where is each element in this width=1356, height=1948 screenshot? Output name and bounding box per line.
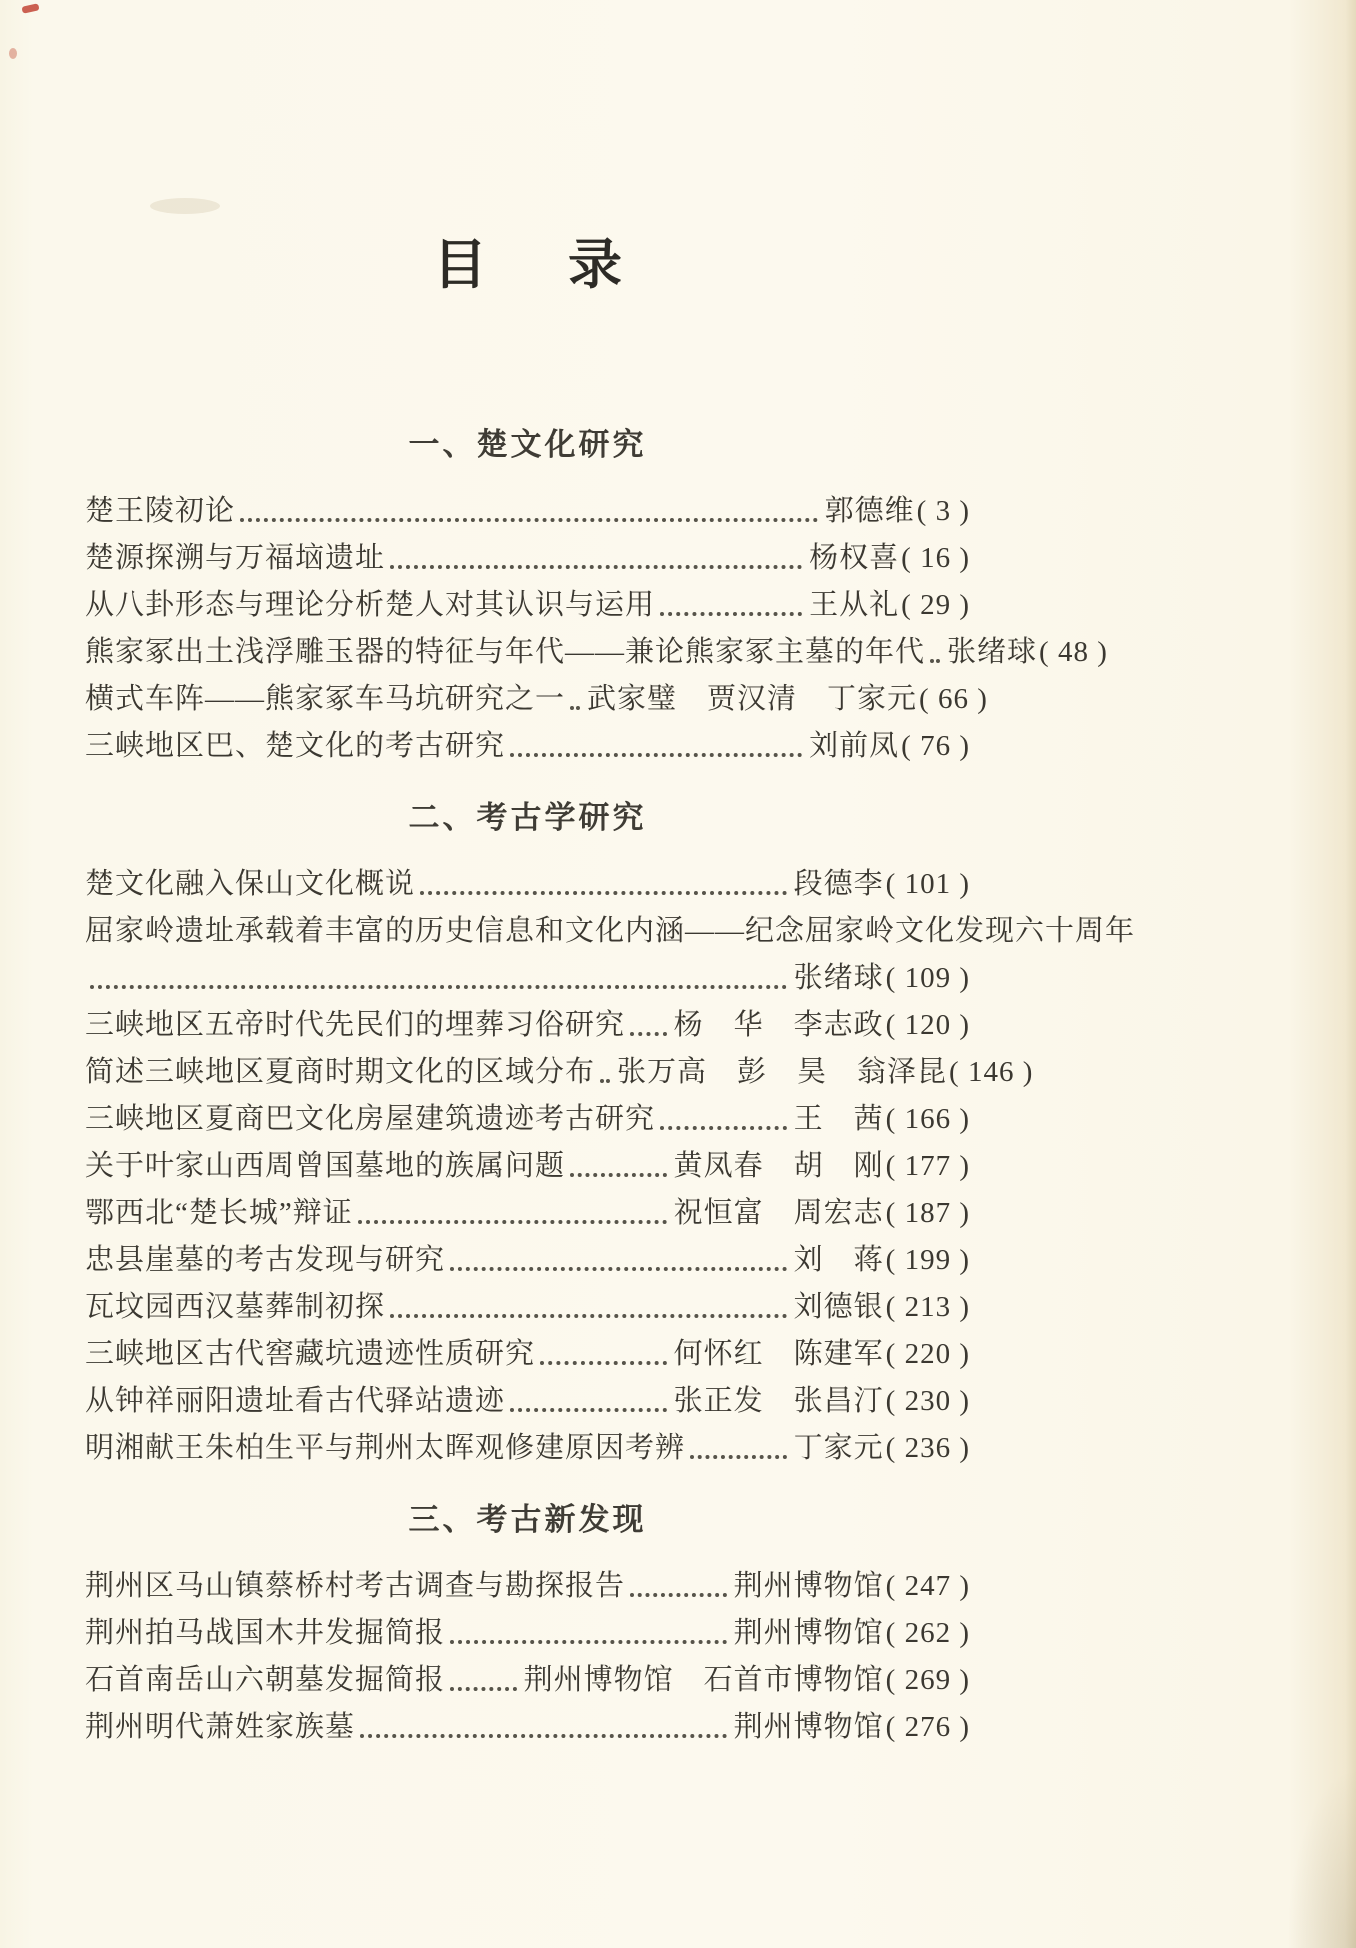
section-heading: 三、考古新发现 xyxy=(408,1502,647,1537)
page-title: 目 录 xyxy=(433,235,636,295)
entry-tail xyxy=(809,723,970,770)
entry-authors: 王 茜 xyxy=(793,1103,884,1135)
scan-artifact-red-dot xyxy=(9,48,17,59)
entry-page-number: ( 66 ) xyxy=(919,683,988,715)
entry-title: 瓦坟园西汉墓葬制初探 xyxy=(85,1291,386,1323)
entry-title: 鄂西北“楚长城”辩证 xyxy=(85,1197,353,1229)
entry-authors: 王从礼 xyxy=(809,589,900,621)
entry-authors: 黄凤春 胡 刚 xyxy=(673,1150,884,1182)
entry-authors: 荆州博物馆 xyxy=(733,1570,884,1602)
entry-authors: 杨 华 李志政 xyxy=(673,1009,884,1041)
dot-leader xyxy=(630,1593,727,1597)
toc-entry xyxy=(85,1425,970,1472)
entry-tail xyxy=(734,1563,970,1610)
dot-leader xyxy=(930,659,940,663)
entry-title: 横式车阵——熊家冢车马坑研究之一 xyxy=(85,683,566,715)
entry-tail xyxy=(587,676,988,723)
entry-tail xyxy=(794,1237,970,1284)
toc-entry xyxy=(85,723,970,770)
entry-authors: 郭德维 xyxy=(824,495,915,527)
toc-entry xyxy=(85,1237,970,1284)
entry-authors: 刘德银 xyxy=(793,1291,884,1323)
entry-authors: 丁家元 xyxy=(793,1432,884,1464)
dot-leader xyxy=(630,1032,667,1036)
entry-page-number: ( 120 ) xyxy=(885,1009,970,1041)
entry-title: 楚源探溯与万福垴遗址 xyxy=(85,542,386,574)
entry-page-number: ( 262 ) xyxy=(885,1617,970,1649)
toc-entry xyxy=(85,535,970,582)
entry-title: 三峡地区五帝时代先民们的埋葬习俗研究 xyxy=(85,1009,626,1041)
entry-page-number: ( 276 ) xyxy=(885,1711,970,1743)
toc-entry xyxy=(85,1657,970,1704)
entry-title: 熊家冢出土浅浮雕玉器的特征与年代——兼论熊家冢主墓的年代 xyxy=(85,636,926,668)
entry-title: 屈家岭遗址承载着丰富的历史信息和文化内涵——纪念屈家岭文化发现六十周年 xyxy=(85,915,1136,947)
toc-entry xyxy=(85,861,970,908)
dot-leader xyxy=(90,985,787,989)
entry-title: 石首南岳山六朝墓发掘简报 xyxy=(85,1664,446,1696)
entry-authors: 何怀红 陈建军 xyxy=(673,1338,884,1370)
dot-leader xyxy=(600,1079,610,1083)
entry-title: 三峡地区夏商巴文化房屋建筑遗迹考古研究 xyxy=(85,1103,656,1135)
entry-page-number: ( 220 ) xyxy=(885,1338,970,1370)
entry-page-number: ( 146 ) xyxy=(949,1056,1034,1088)
dot-leader xyxy=(420,891,787,895)
entry-authors: 刘前凤 xyxy=(809,730,900,762)
toc-entry xyxy=(85,1563,970,1610)
entry-page-number: ( 269 ) xyxy=(885,1664,970,1696)
dot-leader xyxy=(660,612,802,616)
toc-section xyxy=(85,419,1108,770)
toc-section xyxy=(85,792,1136,1472)
dot-leader xyxy=(540,1361,667,1365)
entry-tail xyxy=(794,1425,970,1472)
entry-page-number: ( 109 ) xyxy=(885,962,970,994)
dot-leader xyxy=(240,518,818,522)
toc-content xyxy=(85,0,1136,1751)
entry-title: 关于叶家山西周曾国墓地的族属问题 xyxy=(85,1150,566,1182)
entry-title: 明湘献王朱柏生平与荆州太晖观修建原因考辨 xyxy=(85,1432,686,1464)
entry-tail xyxy=(674,1002,970,1049)
entry-title: 从八卦形态与理论分析楚人对其认识与运用 xyxy=(85,589,656,621)
toc-entry xyxy=(85,629,1108,676)
entry-tail xyxy=(794,1096,970,1143)
entry-page-number: ( 187 ) xyxy=(885,1197,970,1229)
section-heading: 一、楚文化研究 xyxy=(408,427,647,462)
entry-tail xyxy=(617,1049,1033,1096)
dot-leader xyxy=(358,1220,667,1224)
toc-entry xyxy=(85,582,970,629)
toc-entry-continuation-line xyxy=(85,955,970,1002)
entry-page-number: ( 236 ) xyxy=(885,1432,970,1464)
entry-tail xyxy=(674,1143,970,1190)
entry-page-number: ( 166 ) xyxy=(885,1103,970,1135)
entry-page-number: ( 101 ) xyxy=(885,868,970,900)
entry-authors: 张正发 张昌汀 xyxy=(673,1385,884,1417)
toc-entry xyxy=(85,1704,970,1751)
dot-leader xyxy=(390,565,802,569)
dot-leader xyxy=(510,1408,667,1412)
entry-page-number: ( 247 ) xyxy=(885,1570,970,1602)
dot-leader xyxy=(690,1455,787,1459)
entry-page-number: ( 177 ) xyxy=(885,1150,970,1182)
entry-title: 三峡地区古代窖藏坑遗迹性质研究 xyxy=(85,1338,536,1370)
entry-authors: 杨权喜 xyxy=(809,542,900,574)
entry-tail xyxy=(734,1704,970,1751)
entry-page-number: ( 213 ) xyxy=(885,1291,970,1323)
toc-entry xyxy=(85,1331,970,1378)
entry-title: 从钟祥丽阳遗址看古代驿站遗迹 xyxy=(85,1385,506,1417)
entry-title: 简述三峡地区夏商时期文化的区域分布 xyxy=(85,1056,596,1088)
entry-tail xyxy=(794,1284,970,1331)
dot-leader xyxy=(450,1640,727,1644)
toc-entry xyxy=(85,488,970,535)
scan-artifact-red-mark xyxy=(21,3,39,13)
entry-authors: 武家璧 贾汉清 丁家元 xyxy=(587,683,918,715)
toc-entry-title-line xyxy=(85,908,1136,955)
toc-entry xyxy=(85,1284,970,1331)
entry-tail xyxy=(674,1331,970,1378)
dot-leader xyxy=(570,706,580,710)
toc-entry xyxy=(85,676,988,723)
entry-authors: 张绪球 xyxy=(947,636,1038,668)
entry-tail xyxy=(794,861,970,908)
entry-authors: 张绪球 xyxy=(793,962,884,994)
section-heading: 二、考古学研究 xyxy=(408,800,647,835)
entry-tail xyxy=(524,1657,970,1704)
entry-tail xyxy=(794,955,970,1002)
entry-title: 忠县崖墓的考古发现与研究 xyxy=(85,1244,446,1276)
entry-tail xyxy=(674,1378,970,1425)
entry-title: 荆州拍马战国木井发掘简报 xyxy=(85,1617,446,1649)
entry-page-number: ( 230 ) xyxy=(885,1385,970,1417)
dot-leader xyxy=(450,1687,517,1691)
entry-authors: 段德李 xyxy=(793,868,884,900)
toc-entry xyxy=(85,1096,970,1143)
entry-tail xyxy=(947,629,1108,676)
entry-tail xyxy=(734,1610,970,1657)
entry-authors: 荆州博物馆 xyxy=(733,1617,884,1649)
dot-leader xyxy=(390,1314,787,1318)
dot-leader xyxy=(360,1734,727,1738)
entry-tail xyxy=(809,582,970,629)
toc-entry xyxy=(85,1378,970,1425)
entry-page-number: ( 199 ) xyxy=(885,1244,970,1276)
entry-title: 荆州区马山镇蔡桥村考古调查与勘探报告 xyxy=(85,1570,626,1602)
dot-leader xyxy=(510,753,802,757)
dot-leader xyxy=(570,1173,667,1177)
entry-page-number: ( 16 ) xyxy=(901,542,970,574)
entry-authors: 刘 蒋 xyxy=(793,1244,884,1276)
toc-entry xyxy=(85,1610,970,1657)
entry-title: 三峡地区巴、楚文化的考古研究 xyxy=(85,730,506,762)
entry-page-number: ( 48 ) xyxy=(1039,636,1108,668)
entry-tail xyxy=(809,535,970,582)
toc-section xyxy=(85,1494,970,1751)
toc-entry xyxy=(85,1190,970,1237)
dot-leader xyxy=(450,1267,787,1271)
entry-title: 荆州明代萧姓家族墓 xyxy=(85,1711,356,1743)
entry-title: 楚文化融入保山文化概说 xyxy=(85,868,416,900)
entry-page-number: ( 29 ) xyxy=(901,589,970,621)
toc-entry xyxy=(85,1143,970,1190)
toc-sections xyxy=(85,419,1136,1751)
entry-authors: 荆州博物馆 xyxy=(733,1711,884,1743)
entry-page-number: ( 3 ) xyxy=(916,495,970,527)
entry-tail xyxy=(825,488,970,535)
entry-authors: 荆州博物馆 石首市博物馆 xyxy=(523,1664,884,1696)
entry-tail xyxy=(674,1190,970,1237)
toc-entry xyxy=(85,1002,970,1049)
entry-authors: 张万高 彭 昊 翁泽昆 xyxy=(617,1056,948,1088)
entry-page-number: ( 76 ) xyxy=(901,730,970,762)
entry-title: 楚王陵初论 xyxy=(85,495,236,527)
toc-entry xyxy=(85,1049,1034,1096)
entry-authors: 祝恒富 周宏志 xyxy=(673,1197,884,1229)
scan-artifact-corner-shade xyxy=(1286,1768,1356,1948)
dot-leader xyxy=(660,1126,787,1130)
